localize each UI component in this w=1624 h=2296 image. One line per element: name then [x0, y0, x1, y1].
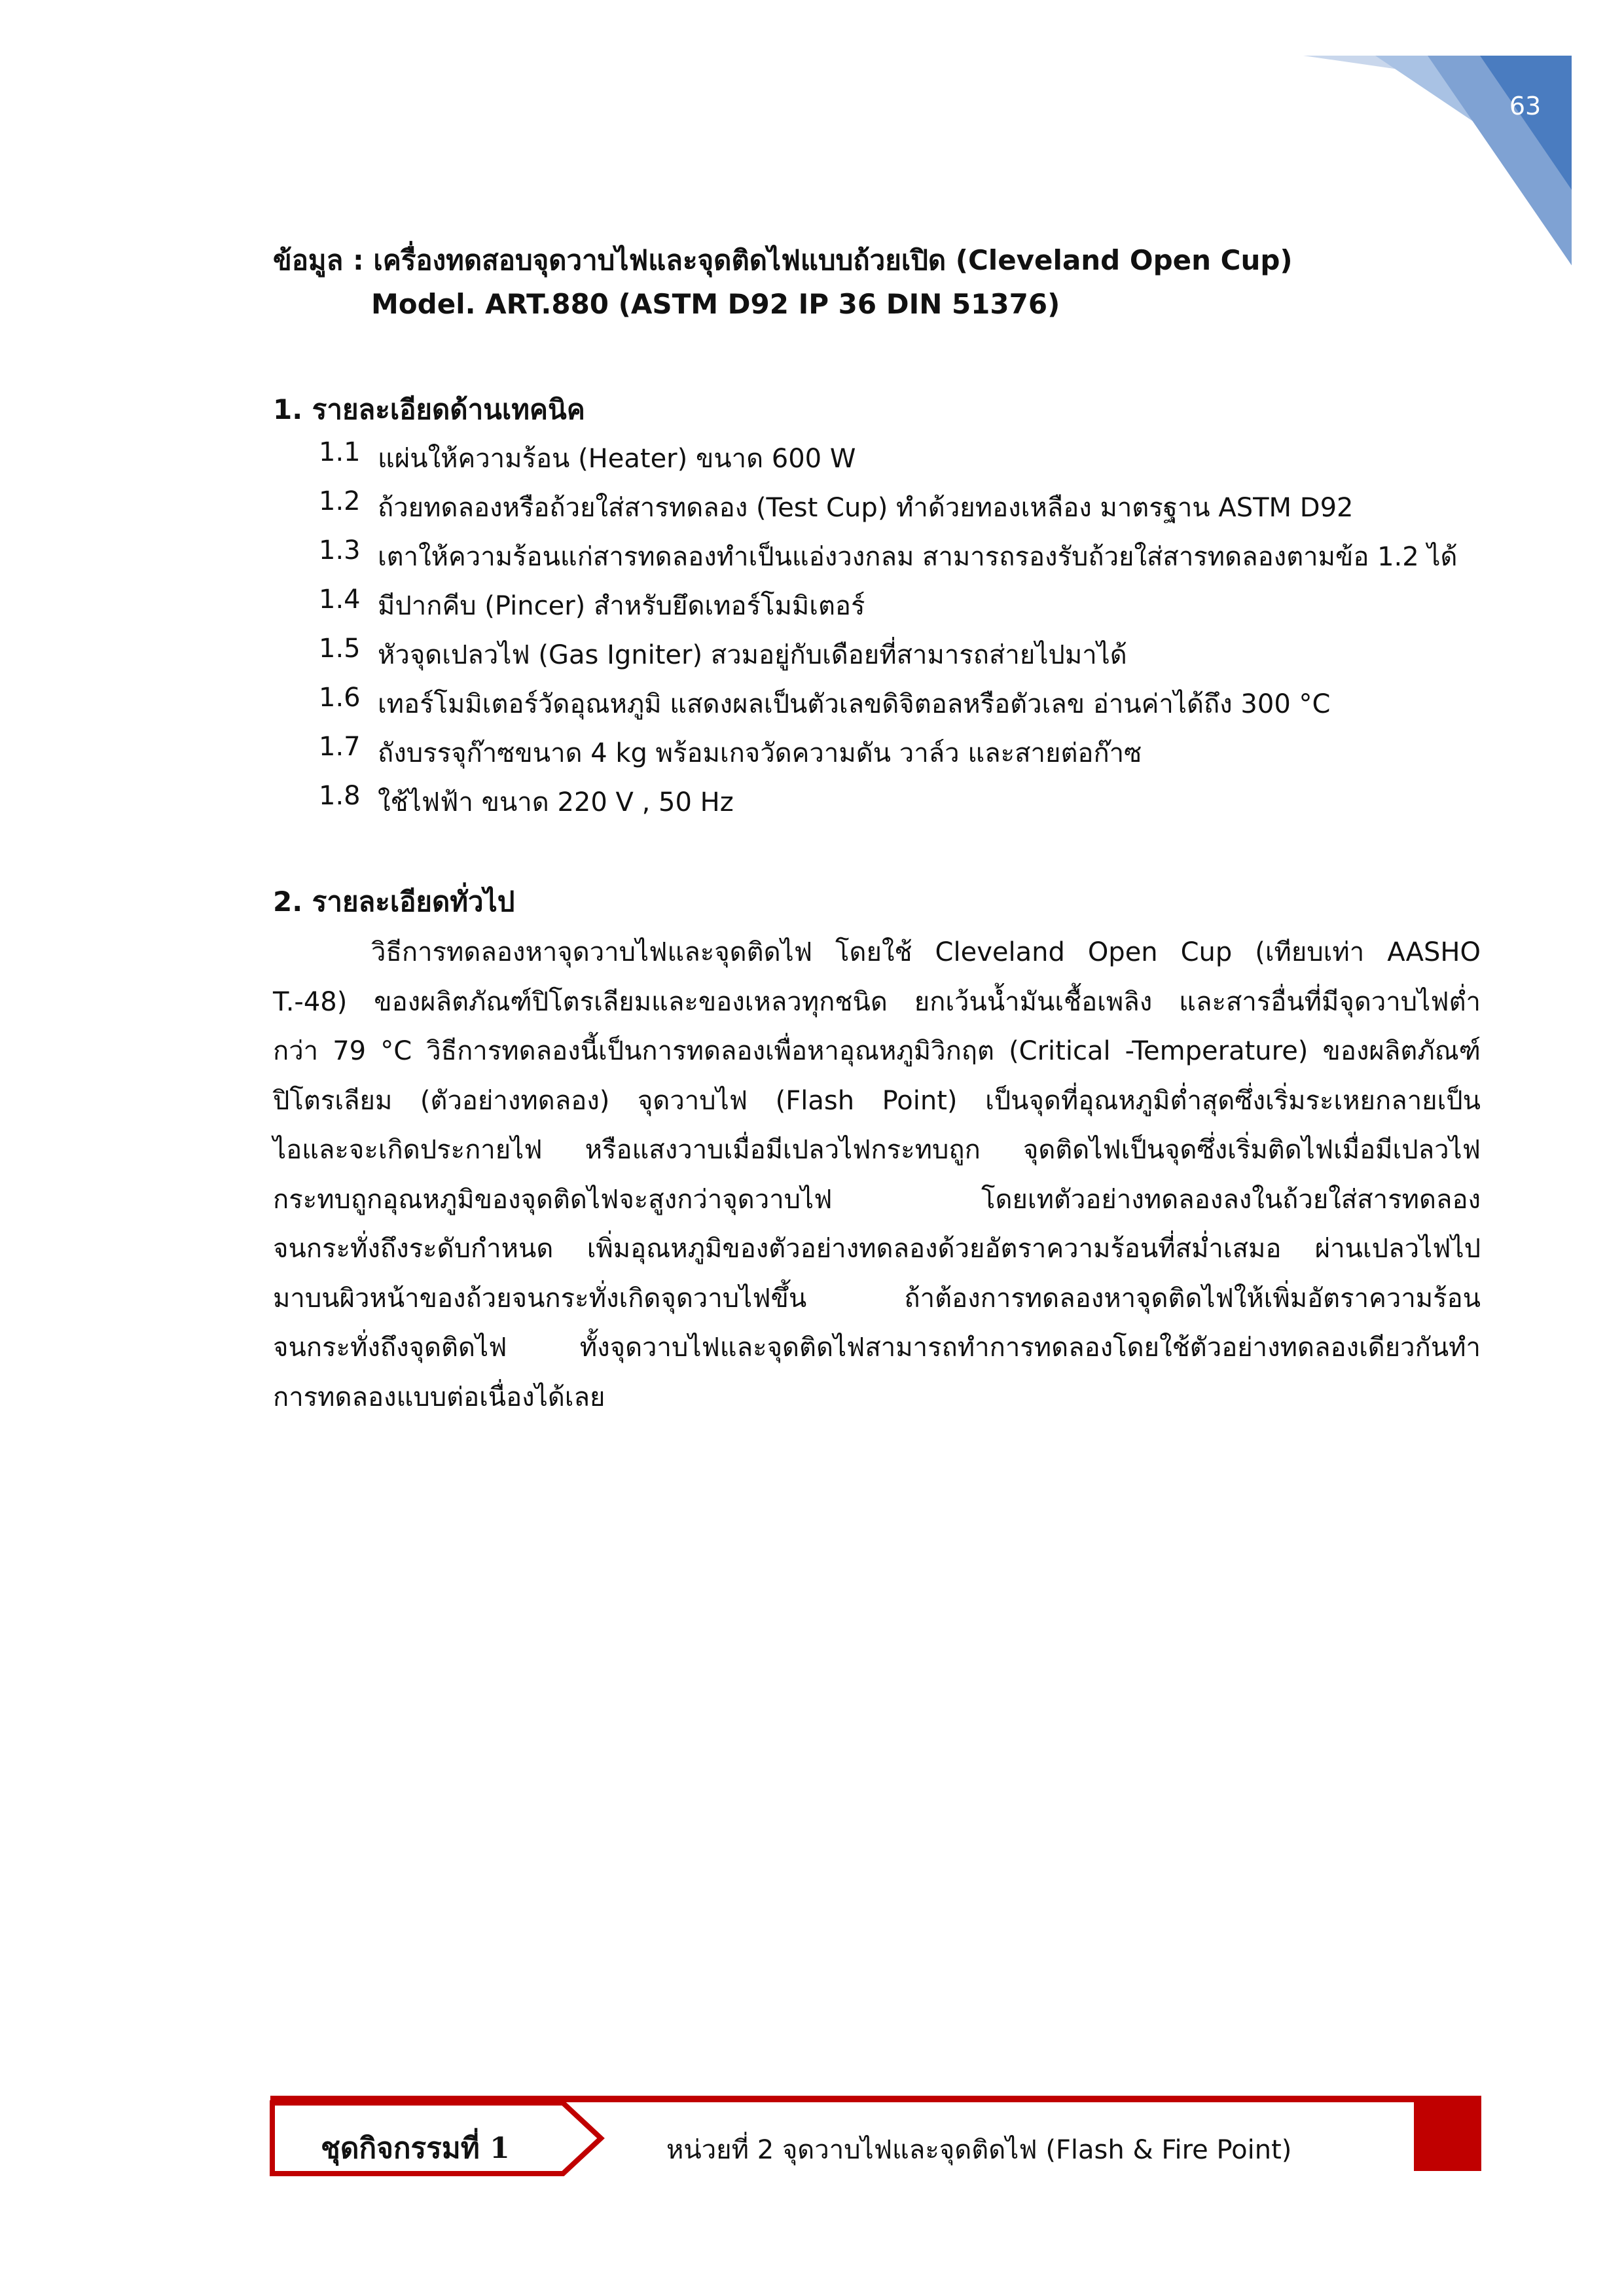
paragraph-line: ปิโตรเลียม (ตัวอย่างทดลอง) จุดวาบไฟ (Flash Point) เป็นจุดที่อุณหภูมิต่ำสุดซึ่งเริ่มระเหยกลายเป็น	[273, 1085, 1481, 1116]
list-item	[319, 535, 1458, 577]
paragraph-line: ไอและจะเกิดประกายไฟ หรือแสงวาบเมื่อมีเปลวไฟกระทบถูก จุดติดไฟเป็นจุดซึ่งเริ่มติดไฟเมื่อมีเปลวไฟ	[273, 1135, 1481, 1165]
list-item	[319, 732, 1142, 774]
list-item	[319, 634, 1127, 675]
footer-accent-block	[1414, 2096, 1481, 2171]
list-item-number: 1.5	[319, 634, 361, 664]
list-item-text: ถ้วยทดลองหรือถ้วยใส่สารทดลอง (Test Cup) ทำด้วยทองเหลือง มาตรฐาน ASTM D92	[378, 493, 1354, 523]
list-item-text: ถังบรรจุก๊าซขนาด 4 kg พร้อมเกจวัดความดัน วาล์ว และสายต่อก๊าซ	[378, 738, 1142, 768]
list-item	[319, 437, 856, 479]
page-number: 63	[1509, 92, 1542, 120]
unit-title: หน่วยที่ 2 จุดวาบไฟและจุดติดไฟ (Flash & Fire Point)	[666, 2135, 1292, 2165]
list-item-number: 1.7	[319, 732, 361, 762]
list-item	[319, 486, 1353, 528]
list-item-number: 1.8	[319, 781, 361, 811]
list-item-number: 1.4	[319, 584, 361, 615]
list-item-text: หัวจุดเปลวไฟ (Gas Igniter) สวมอยู่กับเดือยที่สามารถส่ายไปมาได้	[378, 640, 1127, 670]
section-heading-general: 2. รายละเอียดทั่วไป	[273, 886, 515, 918]
general-paragraph	[273, 928, 1481, 1422]
list-item-number: 1.6	[319, 683, 361, 713]
list-item-text: มีปากคีบ (Pincer) สำหรับยึดเทอร์โมมิเตอร์	[378, 591, 865, 621]
list-item-text: เตาให้ความร้อนแก่สารทดลองทำเป็นแอ่งวงกลม สามารถรองรับถ้วยใส่สารทดลองตามข้อ 1.2 ได้	[378, 542, 1458, 572]
paragraph-line: กระทบถูกอุณหภูมิของจุดติดไฟจะสูงกว่าจุดวาบไฟ โดยเทตัวอย่างทดลองลงในถ้วยใส่สารทดลอง	[273, 1184, 1481, 1215]
document-title: ข้อมูล : เครื่องทดสอบจุดวาบไฟและจุดติดไฟแบบถ้วยเปิด (Cleveland Open Cup)	[273, 244, 1293, 276]
list-item-text: แผ่นให้ความร้อน (Heater) ขนาด 600 W	[378, 444, 856, 474]
activity-set-label: ชุดกิจกรรมที่ 1	[321, 2132, 510, 2165]
paragraph-line: วิธีการทดลองหาจุดวาบไฟและจุดติดไฟ โดยใช้ Cleveland Open Cup (เทียบเท่า AASHO	[371, 937, 1481, 967]
list-item-number: 1.3	[319, 535, 361, 565]
list-item	[319, 683, 1330, 725]
corner-decoration	[1297, 0, 1624, 288]
document-subtitle: Model. ART.880 (ASTM D92 IP 36 DIN 51376)	[371, 288, 1060, 320]
paragraph-line: T.-48) ของผลิตภัณฑ์ปิโตรเลียมและของเหลวทุกชนิด ยกเว้นน้ำมันเชื้อเพลิง และสารอื่นที่มีจุดวาบไฟต่ำ	[273, 986, 1481, 1017]
list-item-number: 1.2	[319, 486, 361, 516]
paragraph-line: จนกระทั่งถึงระดับกำหนด เพิ่มอุณหภูมิของตัวอย่างทดลองด้วยอัตราความร้อนที่สม่ำเสมอ ผ่านเปลวไฟไป	[273, 1234, 1481, 1264]
list-item-text: เทอร์โมมิเตอร์วัดอุณหภูมิ แสดงผลเป็นตัวเลขดิจิตอลหรือตัวเลข อ่านค่าได้ถึง 300 °C	[378, 689, 1331, 719]
section-heading-technical: 1. รายละเอียดด้านเทคนิค	[273, 393, 585, 425]
paragraph-line: การทดลองแบบต่อเนื่องได้เลย	[273, 1382, 605, 1412]
list-item	[319, 781, 734, 823]
list-item	[319, 584, 865, 626]
list-item-text: ใช้ไฟฟ้า ขนาด 220 V , 50 Hz	[378, 787, 734, 817]
paragraph-line: มาบนผิวหน้าของถ้วยจนกระทั่งเกิดจุดวาบไฟขึ้น ถ้าต้องการทดลองหาจุดติดไฟให้เพิ่มอัตราความร้อน	[273, 1283, 1481, 1314]
paragraph-line: กว่า 79 °C วิธีการทดลองนี้เป็นการทดลองเพื่อหาอุณหภูมิวิกฤต (Critical -Temperature) ของผลิตภัณฑ์	[273, 1036, 1481, 1066]
list-item-number: 1.1	[319, 437, 361, 467]
paragraph-line: จนกระทั่งถึงจุดติดไฟ ทั้งจุดวาบไฟและจุดติดไฟสามารถทำการทดลองโดยใช้ตัวอย่างทดลองเดียวกันทำ	[273, 1333, 1481, 1363]
